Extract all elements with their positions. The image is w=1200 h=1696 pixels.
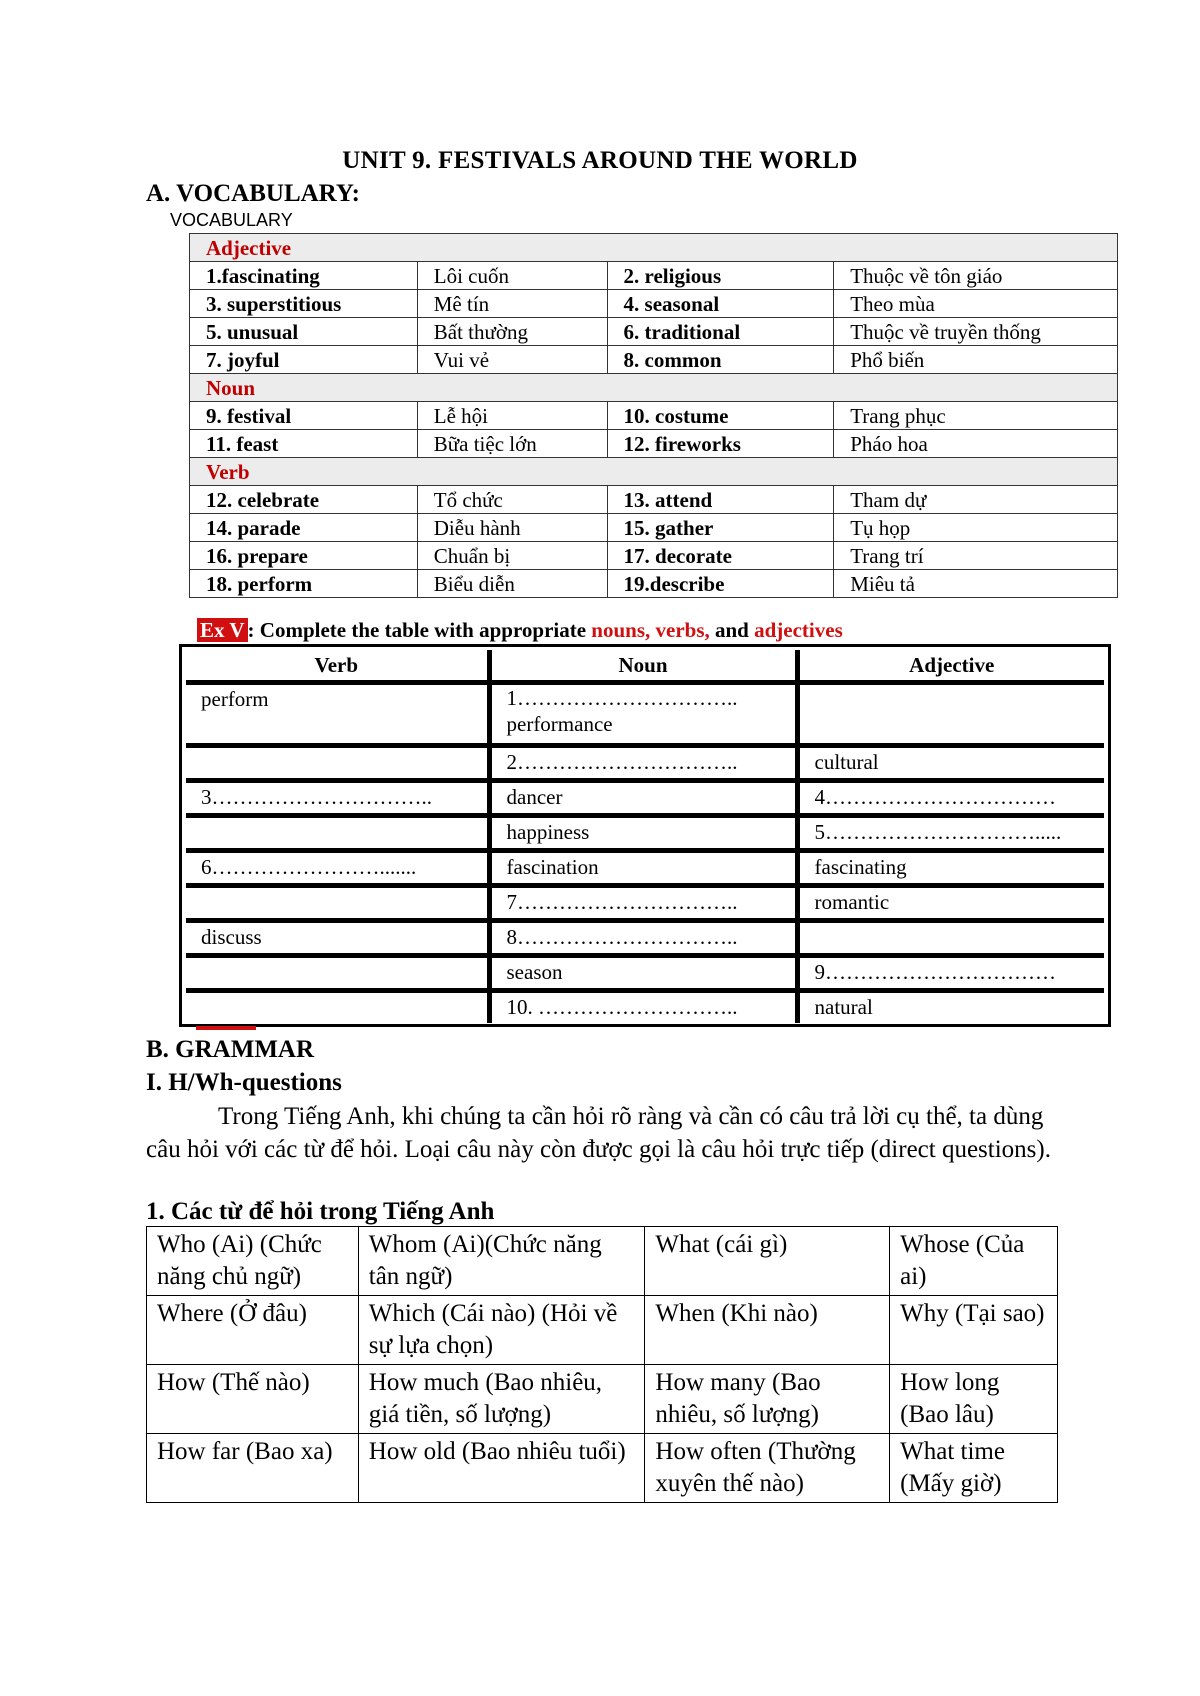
- question-word-cell: What (cái gì): [645, 1227, 890, 1296]
- question-word-cell: Whom (Ai)(Chức năng tân ngữ): [358, 1227, 645, 1296]
- adjective-cell: 9……………………………: [797, 956, 1104, 991]
- vocab-word: 11. feast: [190, 430, 418, 458]
- section-a-heading: A. VOCABULARY:: [146, 180, 360, 207]
- vocab-row: [190, 346, 1118, 374]
- word-form-row: [186, 921, 1104, 956]
- vocab-meaning: Phổ biến: [834, 346, 1118, 374]
- vocab-word: 19.describe: [607, 570, 834, 598]
- adjective-cell: 5………………………….....: [797, 816, 1104, 851]
- vocab-meaning: Bữa tiệc lớn: [417, 430, 607, 458]
- verb-cell: [186, 886, 489, 921]
- noun-cell: fascination: [489, 851, 797, 886]
- question-word-cell: How often (Thường xuyên thế nào): [645, 1434, 890, 1503]
- verb-cell: 6…………………….......: [186, 851, 489, 886]
- header-noun: Noun: [489, 650, 797, 683]
- question-words-table: [146, 1226, 1058, 1503]
- noun-cell: dancer: [489, 781, 797, 816]
- vocab-word: 15. gather: [607, 514, 834, 542]
- vocab-row: [190, 542, 1118, 570]
- vocab-word: 4. seasonal: [607, 290, 834, 318]
- adjective-cell: natural: [814, 995, 873, 1019]
- vocab-meaning: Lôi cuốn: [417, 262, 607, 290]
- word-form-table: [186, 650, 1104, 1023]
- vocab-word: 7. joyful: [190, 346, 418, 374]
- vocab-word: 18. perform: [190, 570, 418, 598]
- vocab-meaning: Theo mùa: [834, 290, 1118, 318]
- noun-cell: 1………………………….. performance: [489, 683, 797, 746]
- intro-paragraph: [146, 1101, 1066, 1166]
- vocab-row: [190, 570, 1118, 598]
- question-word-cell: Which (Cái nào) (Hỏi về sự lựa chọn): [358, 1296, 645, 1365]
- vocab-word: 1.fascinating: [190, 262, 418, 290]
- exercise-text-1: : Complete the table with appropriate: [247, 618, 592, 642]
- verb-cell: [186, 991, 489, 1024]
- question-words-row: [147, 1227, 1058, 1296]
- vocab-row: [190, 486, 1118, 514]
- question-word-cell: How (Thế nào): [147, 1365, 359, 1434]
- vocabulary-table-body: [190, 234, 1118, 598]
- vocab-row: [190, 402, 1118, 430]
- question-words-heading: 1. Các từ để hỏi trong Tiếng Anh: [146, 1198, 495, 1225]
- word-form-row: [186, 781, 1104, 816]
- question-word-cell: When (Khi nào): [645, 1296, 890, 1365]
- question-word-cell: Where (Ở đâu): [147, 1296, 359, 1365]
- noun-category-row: [190, 374, 1118, 402]
- word-form-table-body: [186, 683, 1104, 1024]
- question-word-cell: How far (Bao xa): [147, 1434, 359, 1503]
- question-word-cell: Who (Ai) (Chức năng chủ ngữ): [147, 1227, 359, 1296]
- vocab-meaning: Tổ chức: [417, 486, 607, 514]
- verb-cell: [186, 816, 489, 851]
- vocab-meaning: Diễu hành: [417, 514, 607, 542]
- adjective-cell: [797, 683, 1104, 746]
- question-word-cell: What time (Mấy giờ): [890, 1434, 1058, 1503]
- adjective-cell: [797, 921, 1104, 956]
- noun-cell: 8…………………………..: [489, 921, 797, 956]
- noun-cell: season: [489, 956, 797, 991]
- vocab-meaning: Lễ hội: [417, 402, 607, 430]
- word-form-header-row: [186, 650, 1104, 683]
- header-verb: Verb: [186, 650, 489, 683]
- question-words-row: [147, 1434, 1058, 1503]
- word-form-table-frame: [179, 644, 1111, 1027]
- vocab-meaning: Vui vẻ: [417, 346, 607, 374]
- question-word-cell: Why (Tại sao): [890, 1296, 1058, 1365]
- noun-cell: 2…………………………..: [489, 746, 797, 781]
- vocab-row: [190, 290, 1118, 318]
- question-word-cell: How much (Bao nhiêu, giá tiền, số lượng): [358, 1365, 645, 1434]
- exercise-adjectives: adjectives: [754, 618, 843, 642]
- vocab-row: [190, 318, 1118, 346]
- word-form-row: [186, 991, 1104, 1024]
- exercise-text-2: and: [709, 618, 755, 642]
- word-form-row: [186, 851, 1104, 886]
- header-adjective: Adjective: [797, 650, 1104, 683]
- question-word-cell: How old (Bao nhiêu tuổi): [358, 1434, 645, 1503]
- exercise-instruction: [197, 618, 843, 643]
- vocab-word: 13. attend: [607, 486, 834, 514]
- vocab-word: 3. superstitious: [190, 290, 418, 318]
- word-form-row: [186, 956, 1104, 991]
- exercise-tag: Ex V: [197, 618, 248, 642]
- vocab-meaning: Thuộc về truyền thống: [834, 318, 1118, 346]
- adjective-category-label: Adjective: [190, 234, 1118, 262]
- noun-cell: 10. ………………………..: [489, 991, 797, 1024]
- adjective-category-row: [190, 234, 1118, 262]
- section-b1-heading: I. H/Wh-questions: [146, 1069, 342, 1096]
- verb-cell: [186, 956, 489, 991]
- question-words-row: [147, 1365, 1058, 1434]
- exercise-nouns-verbs: nouns, verbs,: [591, 618, 710, 642]
- verb-cell: 3…………………………..: [186, 781, 489, 816]
- vocab-meaning: Tham dự: [834, 486, 1118, 514]
- vocab-meaning: Trang trí: [834, 542, 1118, 570]
- vocab-meaning: Chuẩn bị: [417, 542, 607, 570]
- vocab-row: [190, 430, 1118, 458]
- adjective-cell: 4……………………………: [797, 781, 1104, 816]
- verb-cell: [186, 746, 489, 781]
- word-form-row: [186, 886, 1104, 921]
- verb-cell: perform: [186, 683, 489, 746]
- unit-title: UNIT 9. FESTIVALS AROUND THE WORLD: [342, 147, 858, 174]
- vocab-meaning: Bất thường: [417, 318, 607, 346]
- vocab-word: 6. traditional: [607, 318, 834, 346]
- vocab-meaning: Tụ họp: [834, 514, 1118, 542]
- vocab-word: 5. unusual: [190, 318, 418, 346]
- vocab-word: 14. parade: [190, 514, 418, 542]
- section-b-heading: B. GRAMMAR: [146, 1036, 315, 1063]
- adjective-cell: romantic: [797, 886, 1104, 921]
- vocab-word: 12. fireworks: [607, 430, 834, 458]
- vocab-word: 12. celebrate: [190, 486, 418, 514]
- vocab-meaning: Pháo hoa: [834, 430, 1118, 458]
- verb-category-row: [190, 458, 1118, 486]
- adjective-cell: fascinating: [797, 851, 1104, 886]
- intro-paragraph-text: Trong Tiếng Anh, khi chúng ta cần hỏi rõ ràng và cần có câu trả lời cụ thể, ta dùng câu hỏi với các từ để hỏi. Loại câu này còn được gọi là câu hỏi trực tiếp (direct questions).: [146, 1103, 1051, 1163]
- vocab-meaning: Mê tín: [417, 290, 607, 318]
- question-word-cell: Whose (Của ai): [890, 1227, 1058, 1296]
- vocab-row: [190, 514, 1118, 542]
- vocab-word: 10. costume: [607, 402, 834, 430]
- question-word-cell: How many (Bao nhiêu, số lượng): [645, 1365, 890, 1434]
- vocab-word: 17. decorate: [607, 542, 834, 570]
- question-words-table-body: [147, 1227, 1058, 1503]
- vocab-meaning: Biểu diễn: [417, 570, 607, 598]
- word-form-row: [186, 746, 1104, 781]
- vocabulary-table: [189, 233, 1118, 598]
- vocab-word: 9. festival: [190, 402, 418, 430]
- vocab-word: 2. religious: [607, 262, 834, 290]
- vocab-meaning: Trang phục: [834, 402, 1118, 430]
- vocab-meaning: Miêu tả: [834, 570, 1118, 598]
- noun-cell: 7…………………………..: [489, 886, 797, 921]
- word-form-row: [186, 816, 1104, 851]
- verb-category-label: Verb: [190, 458, 1118, 486]
- noun-category-label: Noun: [190, 374, 1118, 402]
- noun-cell: happiness: [489, 816, 797, 851]
- adjective-cell: cultural: [797, 746, 1104, 781]
- vocabulary-label: VOCABULARY: [170, 210, 293, 230]
- question-words-row: [147, 1296, 1058, 1365]
- red-mark: [196, 1026, 256, 1030]
- vocab-meaning: Thuộc về tôn giáo: [834, 262, 1118, 290]
- vocab-word: 16. prepare: [190, 542, 418, 570]
- word-form-row: [186, 683, 1104, 746]
- vocab-word: 8. common: [607, 346, 834, 374]
- vocab-row: [190, 262, 1118, 290]
- question-word-cell: How long (Bao lâu): [890, 1365, 1058, 1434]
- verb-cell: discuss: [186, 921, 489, 956]
